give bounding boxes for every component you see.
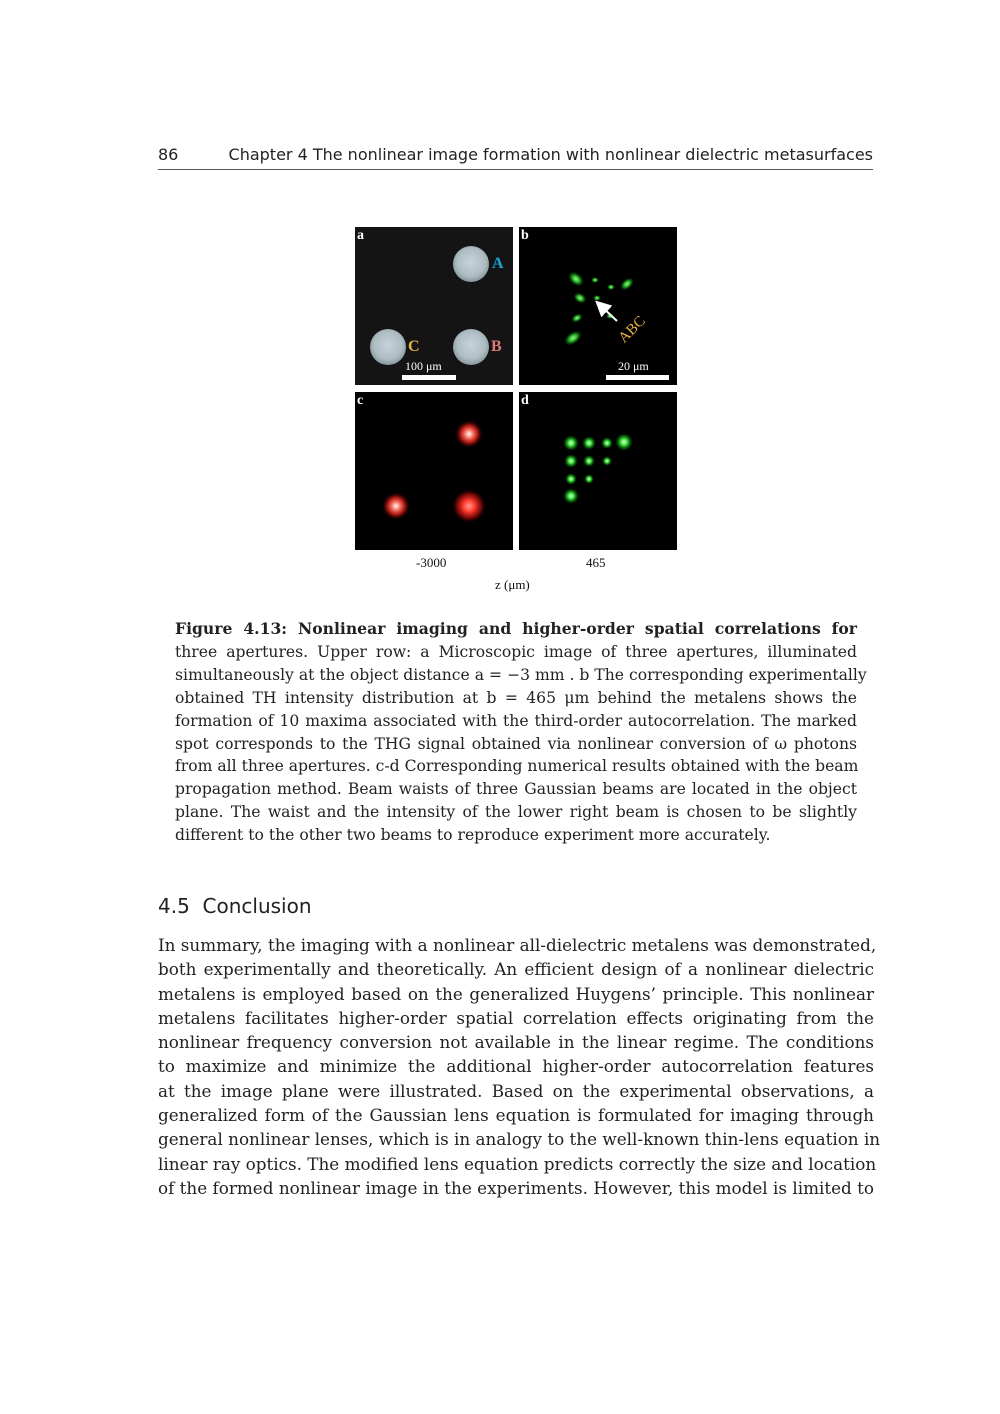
- body-line: to maximize and minimize the additional higher-order autocorrelation features: [158, 1056, 874, 1077]
- scale-bar-a: [402, 375, 456, 380]
- caption-line: obtained TH intensity distribution at b = 465 μm behind the metalens shows the: [175, 688, 857, 707]
- spot: [571, 290, 588, 306]
- caption-line: propagation method. Beam waists of three Gaussian beams are located in the object: [175, 780, 857, 799]
- panel-d-simulation-image: [519, 392, 677, 550]
- section-title: Conclusion: [202, 894, 312, 918]
- aperture-label-a: A: [492, 255, 504, 272]
- body-line: nonlinear frequency conversion not available in the linear regime. The conditions: [158, 1032, 874, 1053]
- figure-4-13: [355, 227, 678, 550]
- figure-caption: [175, 618, 867, 847]
- caption-line: plane. The waist and the intensity of the lower right beam is chosen to be slightly: [175, 803, 857, 822]
- beam-spot: [452, 489, 486, 523]
- panel-letter-b: b: [521, 228, 529, 243]
- caption-line: from all three apertures. c-d Corresponding numerical results obtained with the beam: [175, 757, 859, 776]
- panel-letter-c: c: [357, 393, 364, 408]
- spot: [584, 474, 594, 484]
- spot: [563, 488, 579, 504]
- panel-c-simulation-object: [355, 392, 513, 550]
- body-line: metalens is employed based on the generalized Huygens’ principle. This nonlinear: [158, 983, 874, 1004]
- spot: [591, 277, 599, 283]
- spot: [561, 327, 584, 348]
- scale-bar-b: [606, 375, 669, 380]
- caption-line: three apertures. Upper row: a Microscopic image of three apertures, illuminated: [175, 642, 857, 661]
- body-line: In summary, the imaging with a nonlinear all-dielectric metalens was demonstrated,: [158, 935, 877, 955]
- panel-d-image: [519, 392, 677, 550]
- body-line: at the image plane were illustrated. Based on the experimental observations, a: [158, 1080, 874, 1101]
- spot: [593, 295, 601, 301]
- caption-line: simultaneously at the object distance a = −3 mm . b The corresponding experimentally: [175, 665, 867, 684]
- panel-b-image: [519, 227, 677, 385]
- caption-line: spot corresponds to the THG signal obtained via nonlinear conversion of ω photons: [175, 734, 857, 753]
- caption-line: Figure 4.13: Nonlinear imaging and higher-order spatial correlations for: [175, 619, 857, 638]
- z-value-d: 465: [586, 555, 606, 570]
- body-line: both experimentally and theoretically. An efficient design of a nonlinear dielectric: [158, 959, 874, 980]
- body-line: generalized form of the Gaussian lens equation is formulated for imaging through: [158, 1105, 874, 1126]
- spot: [582, 436, 596, 450]
- section-body: [158, 933, 881, 1200]
- body-line: linear ray optics. The modified lens equation predicts correctly the size and location: [158, 1153, 877, 1174]
- spot: [570, 312, 584, 325]
- beam-spot: [455, 420, 483, 448]
- scale-label-b: 20 μm: [618, 359, 649, 373]
- panel-b-experimental-th: [519, 227, 677, 385]
- spot: [565, 269, 587, 290]
- arrow-label-abc: ABC: [615, 313, 649, 347]
- spot: [563, 435, 579, 451]
- section-number: 4.5: [158, 894, 190, 918]
- spot: [564, 454, 578, 468]
- z-value-c: -3000: [416, 555, 447, 570]
- spot: [618, 275, 637, 293]
- z-axis-label: z (μm): [495, 577, 530, 592]
- caption-line: formation of 10 maxima associated with the third-order autocorrelation. The marked: [175, 711, 857, 730]
- section-heading: [158, 894, 312, 918]
- aperture-label-b: B: [491, 338, 502, 355]
- spot: [583, 455, 595, 467]
- running-title: Chapter 4 The nonlinear image formation with nonlinear dielectric metasurfaces: [228, 145, 873, 164]
- body-line: metalens facilitates higher-order spatial correlation effects originating from the: [158, 1007, 874, 1028]
- body-line: general nonlinear lenses, which is in analogy to the well-known thin-lens equation in: [158, 1129, 881, 1150]
- panel-c-image: [355, 392, 513, 550]
- aperture-b: [453, 329, 489, 365]
- panel-letter-d: d: [521, 393, 529, 408]
- spot: [601, 437, 613, 449]
- body-line: of the formed nonlinear image in the experiments. However, this model is limited to: [158, 1177, 874, 1198]
- caption-line: different to the other two beams to reproduce experiment more accurately.: [175, 826, 771, 845]
- panel-letter-a: a: [357, 228, 364, 243]
- spot: [615, 433, 633, 451]
- panel-a-microscope-image: [355, 227, 513, 385]
- page-number: 86: [158, 145, 179, 164]
- beam-spot: [382, 492, 410, 520]
- spot: [565, 473, 577, 485]
- aperture-a: [453, 246, 489, 282]
- aperture-label-c: C: [408, 338, 420, 355]
- spot: [607, 284, 615, 290]
- running-header: [158, 143, 873, 170]
- scale-label-a: 100 μm: [405, 359, 442, 373]
- spot: [602, 456, 612, 466]
- aperture-c: [370, 329, 406, 365]
